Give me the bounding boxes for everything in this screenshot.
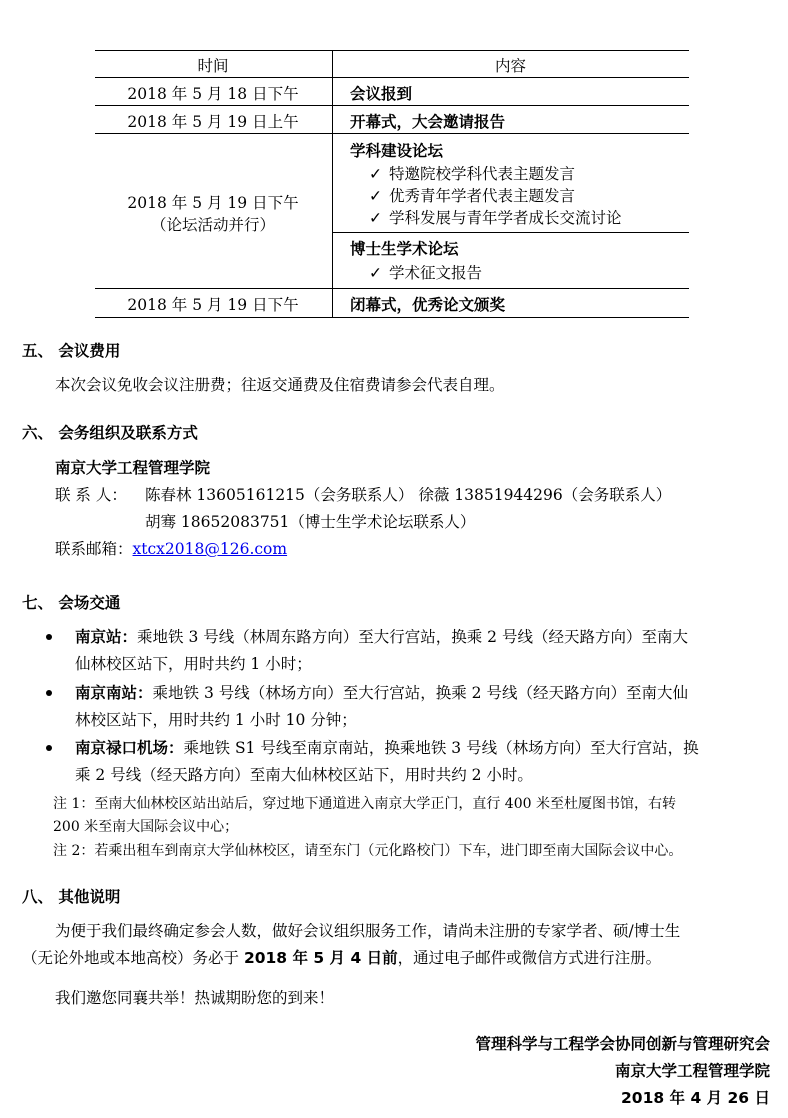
transport-item-cont: 仙林校区站下，用时共约 1 小时； bbox=[75, 655, 312, 673]
transport-item-cont: 林校区站下，用时共约 1 小时 10 分钟； bbox=[75, 711, 357, 729]
table-cell-time-note: （论坛活动并行） bbox=[150, 216, 275, 234]
check-icon: ✓ bbox=[369, 264, 382, 282]
contact-people-label: 联 系 人： bbox=[55, 486, 127, 504]
schedule-table bbox=[95, 50, 689, 318]
transport-item-cont: 乘 2 号线（经天路方向）至南大仙林校区站下，用时共约 2 小时。 bbox=[75, 766, 533, 784]
table-header-content: 内容 bbox=[494, 57, 526, 75]
section-heading-transport: 七、 会场交通 bbox=[22, 594, 121, 612]
table-cell-content: 闭幕式，优秀论文颁奖 bbox=[350, 296, 506, 314]
table-cell-time: 2018 年 5 月 19 日下午 bbox=[127, 194, 299, 212]
transport-item: 南京南站：乘地铁 3 号线（林场方向）至大行宫站，换乘 2 号线（经天路方向）至南大仙 bbox=[75, 684, 688, 702]
deadline-date: 2018 年 5 月 4 日前 bbox=[243, 949, 398, 967]
other-paragraph: 我们邀您同襄共举！热诚期盼您的到来！ bbox=[55, 989, 335, 1007]
check-icon: ✓ bbox=[369, 209, 382, 227]
forum-title: 学科建设论坛 bbox=[350, 142, 444, 160]
check-icon: ✓ bbox=[369, 165, 382, 183]
transport-note: 注 2：若乘出租车到南京大学仙林校区，请至东门（元化路校门）下车，进门即至南大国际会议中心。 bbox=[53, 843, 683, 859]
section-heading-other: 八、 其他说明 bbox=[22, 888, 121, 906]
table-header-time: 时间 bbox=[197, 57, 229, 75]
check-icon: ✓ bbox=[369, 187, 382, 205]
signature-date: 2018 年 4 月 26 日 bbox=[621, 1089, 770, 1107]
other-paragraph-cont: （无论外地或本地高校）务必于 2018 年 5 月 4 日前，通过电子邮件或微信方式进行注册。 bbox=[22, 949, 662, 967]
list-item: ✓ 优秀青年学者代表主题发言 bbox=[369, 187, 576, 205]
section-heading-fee: 五、 会议费用 bbox=[22, 342, 121, 360]
transport-note-cont: 200 米至南大国际会议中心； bbox=[53, 819, 239, 835]
list-item: ✓ 学科发展与青年学者成长交流讨论 bbox=[369, 209, 622, 227]
table-bottom-rule bbox=[95, 317, 689, 318]
contact-email-label: 联系邮箱： bbox=[55, 540, 133, 558]
signature-school: 南京大学工程管理学院 bbox=[614, 1062, 770, 1080]
table-header-rule bbox=[95, 77, 689, 78]
bullet-icon bbox=[46, 690, 52, 696]
table-row-rule bbox=[95, 133, 689, 134]
other-paragraph: 为便于我们最终确定参会人数，做好会议组织服务工作，请尚未注册的专家学者、硕/博士生 bbox=[55, 922, 681, 940]
table-row-rule bbox=[95, 105, 689, 106]
contact-email-link[interactable]: xtcx2018@126.com bbox=[132, 540, 288, 558]
bullet-icon bbox=[46, 634, 52, 640]
table-row-rule bbox=[95, 288, 689, 289]
transport-item: 南京禄口机场：乘地铁 S1 号线至南京南站，换乘地铁 3 号线（林场方向）至大行宫站，换 bbox=[75, 739, 699, 757]
list-item: ✓ 学术征文报告 bbox=[369, 264, 483, 282]
table-top-rule bbox=[95, 50, 689, 51]
contact-people-line: 陈春林 13605161215（会务联系人） 徐薇 13851944296（会务联系人） bbox=[145, 486, 672, 504]
table-cell-time: 2018 年 5 月 19 日下午 bbox=[127, 296, 299, 314]
table-cell-time: 2018 年 5 月 18 日下午 bbox=[127, 85, 299, 103]
list-item: ✓ 特邀院校学科代表主题发言 bbox=[369, 165, 576, 183]
contact-people-line: 胡骞 18652083751（博士生学术论坛联系人） bbox=[145, 513, 476, 531]
transport-note: 注 1：至南大仙林校区站出站后，穿过地下通道进入南京大学正门，直行 400 米至杜厦图书馆，右转 bbox=[53, 796, 676, 812]
contact-org: 南京大学工程管理学院 bbox=[55, 459, 211, 477]
transport-item: 南京站：乘地铁 3 号线（林周东路方向）至大行宫站，换乘 2 号线（经天路方向）至南大 bbox=[75, 628, 688, 646]
table-column-divider bbox=[332, 50, 333, 318]
table-forum-divider bbox=[332, 232, 689, 233]
forum-title: 博士生学术论坛 bbox=[350, 240, 459, 258]
table-cell-content: 会议报到 bbox=[350, 85, 413, 103]
bullet-icon bbox=[46, 745, 52, 751]
signature-org: 管理科学与工程学会协同创新与管理研究会 bbox=[475, 1035, 770, 1053]
table-cell-time: 2018 年 5 月 19 日上午 bbox=[127, 113, 299, 131]
fee-text: 本次会议免收会议注册费；往返交通费及住宿费请参会代表自理。 bbox=[55, 376, 505, 394]
contact-email-row bbox=[55, 537, 287, 559]
table-cell-content: 开幕式，大会邀请报告 bbox=[350, 113, 506, 131]
section-heading-contact: 六、 会务组织及联系方式 bbox=[22, 424, 198, 442]
